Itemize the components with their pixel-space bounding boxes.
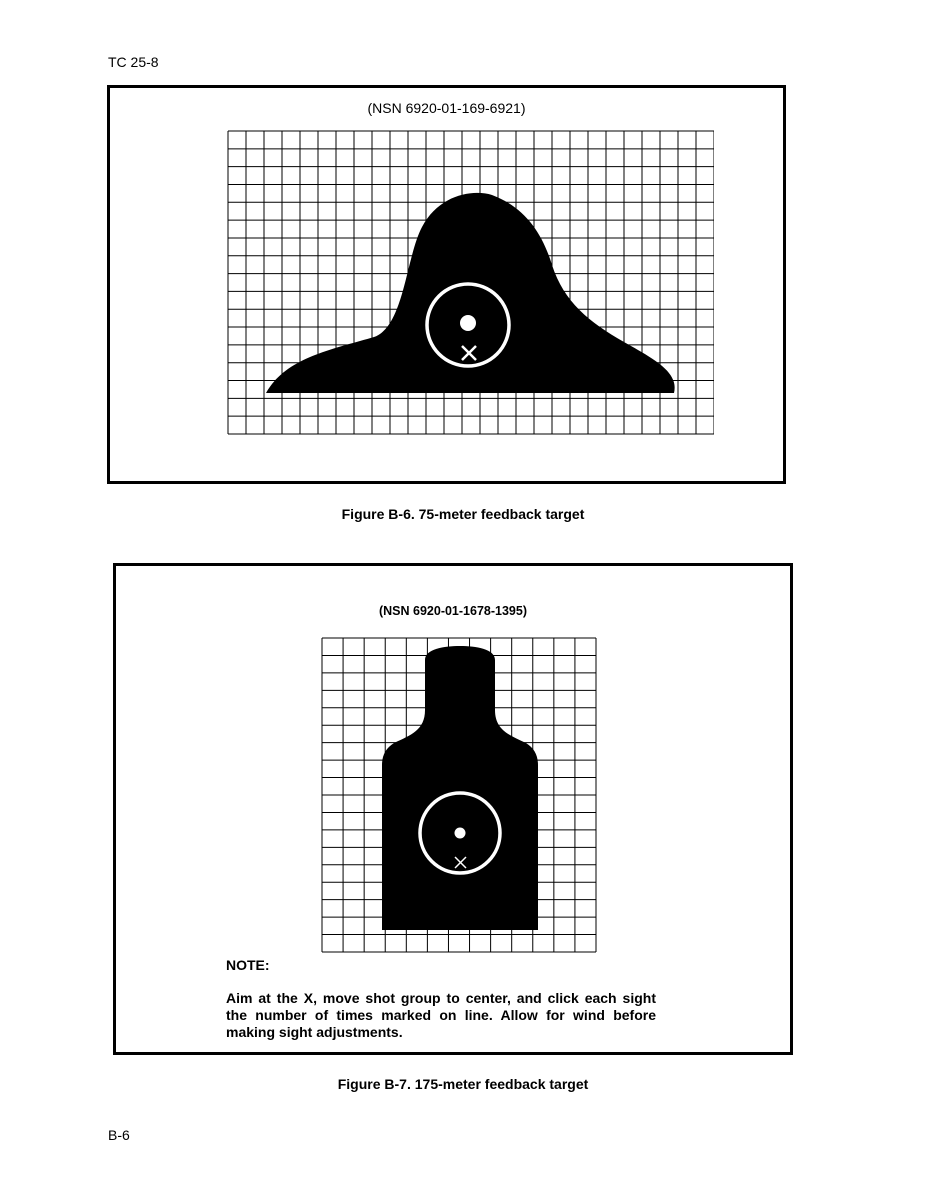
document-id: TC 25-8 bbox=[108, 54, 159, 70]
target-silhouette bbox=[382, 646, 538, 930]
target-silhouette bbox=[266, 193, 675, 393]
figure-b7-target bbox=[319, 635, 599, 955]
figure-b6-frame bbox=[107, 85, 786, 484]
center-dot bbox=[460, 315, 476, 331]
page-number: B-6 bbox=[108, 1127, 130, 1143]
figure-b7-nsn: (NSN 6920-01-1678-1395) bbox=[378, 604, 527, 618]
note-title: NOTE: bbox=[226, 957, 270, 973]
figure-b7-frame bbox=[113, 563, 793, 1055]
figure-b6-caption: Figure B-6. 75-meter feedback target bbox=[341, 506, 585, 522]
figure-b6-target bbox=[224, 127, 714, 437]
figure-b7-caption: Figure B-7. 175-meter feedback target bbox=[337, 1076, 589, 1092]
note-text: Aim at the X, move shot group to center, and click each sight the number of times marked on line. Allow for wind before making sight adjustments. bbox=[226, 990, 656, 1040]
center-dot bbox=[455, 828, 466, 839]
figure-b6-nsn: (NSN 6920-01-169-6921) bbox=[367, 100, 526, 116]
